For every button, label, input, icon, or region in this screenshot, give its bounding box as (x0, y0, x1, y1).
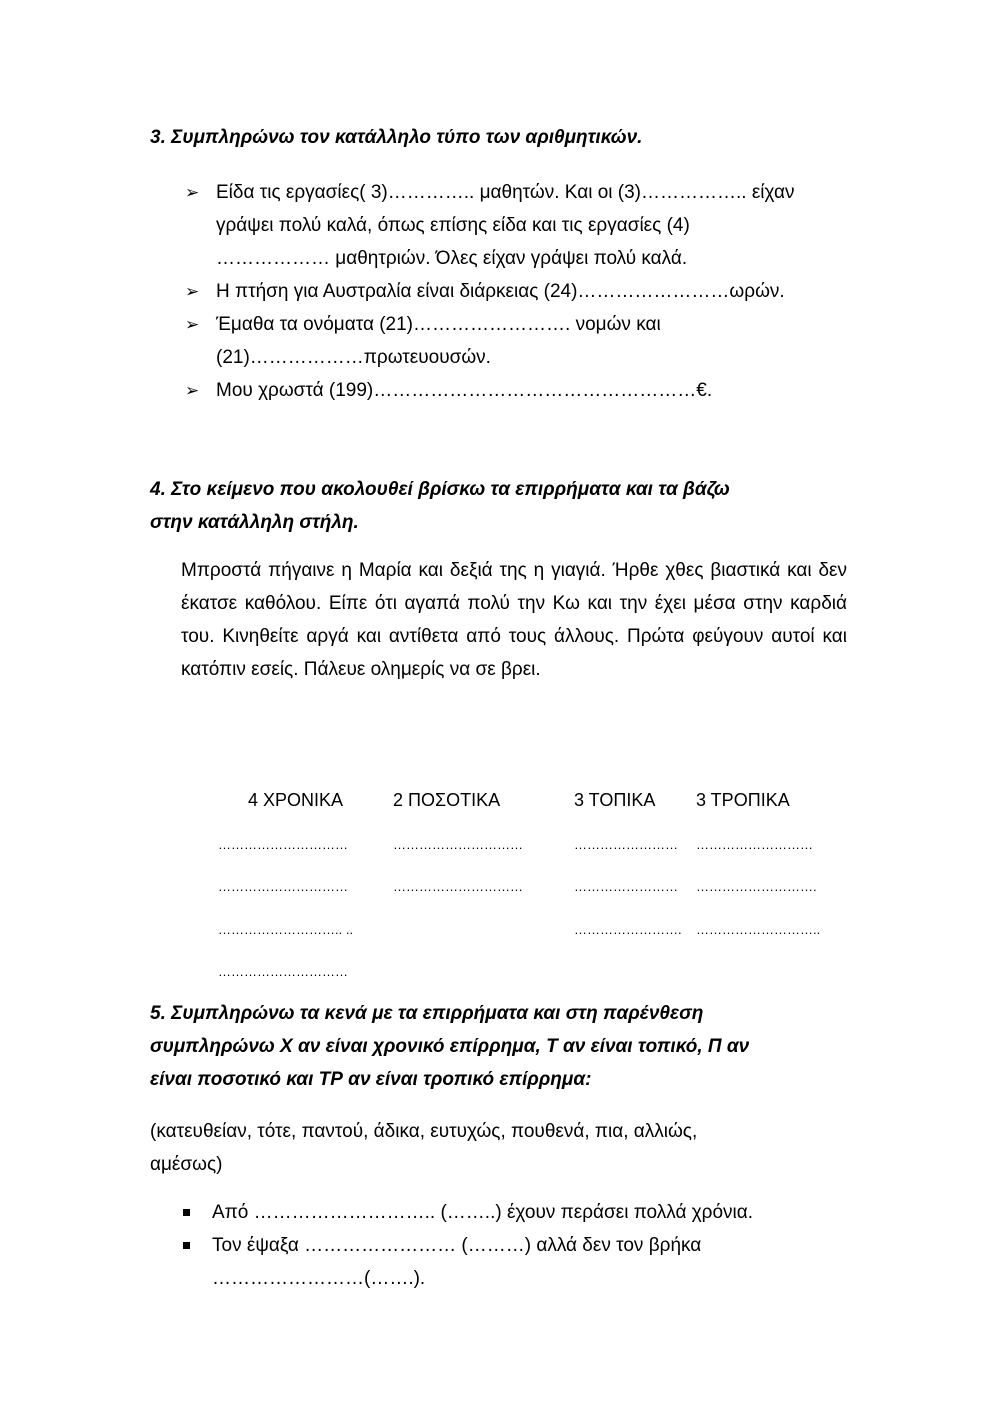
section-3-item-3 (185, 308, 845, 374)
section-3-item-4 (185, 374, 845, 407)
word-bank-line: (κατευθείαν, τότε, παντού, άδικα, ευτυχώς, πουθενά, πια, αλλιώς, (150, 1121, 698, 1142)
item-line: Μου χρωστά (199)……………………………………………€. (216, 380, 713, 401)
word-bank (150, 1115, 850, 1181)
column-header: 4 ΧΡΟΝΙΚΑ (248, 790, 344, 810)
blank-line: ………………………… (393, 837, 523, 852)
blank-line: ………………………. (696, 879, 817, 894)
section-5-list (183, 1196, 843, 1295)
item-line: Από ……………………….. (……..) έχουν περάσει πολλά χρόνια. (212, 1202, 754, 1223)
blank-line: ……………………… (696, 837, 813, 852)
section-4-paragraph: Μπροστά πήγαινε η Μαρία και δεξιά της η γιαγιά. Ήρθε χθες βιαστικά και δεν έκατσε καθόλου. Είπε ότι αγαπά πολύ την Κω και την έχει μέσα στην καρδιά του. Κινηθείτε αργά και αντίθετα από τους άλλους. Πρώτα φεύγουν αυτοί και κατόπιν εσείς. Πάλευε ολημερίς να σε βρει. (181, 560, 847, 680)
section-5-title-line: συμπληρώνω Χ αν είναι χρονικό επίρρημα, Τ αν είναι τοπικό, Π αν (150, 1036, 750, 1057)
section-3-list (185, 176, 845, 407)
item-line: ……………………(…….). (212, 1268, 426, 1289)
arrow-bullet-icon: ➢ (185, 282, 200, 301)
word-bank-line: αμέσως) (150, 1154, 223, 1175)
blank-line: ………………………… (218, 879, 348, 894)
column-chronika (248, 788, 343, 812)
square-bullet-icon (183, 1209, 190, 1216)
blank-line: …………………… (574, 837, 678, 852)
section-5-item-2 (183, 1229, 843, 1295)
arrow-bullet-icon: ➢ (185, 381, 200, 400)
item-line: Έμαθα τα ονόματα (21)……………………. νομών και (216, 314, 661, 335)
section-4-title-line: στην κατάλληλη στήλη. (150, 512, 359, 533)
section-5-title (150, 997, 850, 1096)
column-tropika (696, 788, 790, 812)
section-3-item-1 (185, 176, 845, 275)
column-header: 2 ΠΟΣΟΤΙΚΑ (393, 790, 501, 810)
section-3-title: 3. Συμπληρώνω τον κατάλληλο τύπο των αριθμητικών. (150, 127, 643, 148)
item-line: Η πτήση για Αυστραλία είναι διάρκειας (24)……………………ωρών. (216, 281, 785, 302)
blank-line: ………………………… (218, 837, 348, 852)
section-5-title-line: είναι ποσοτικό και ΤΡ αν είναι τροπικό επίρρημα: (150, 1069, 592, 1090)
blank-line: ……………………. (574, 922, 682, 937)
section-4-title-line: 4. Στο κείμενο που ακολουθεί βρίσκω τα επιρρήματα και τα βάζω (150, 479, 730, 500)
item-line: Είδα τις εργασίες( 3)………….. μαθητών. Και οι (3)…………….. είχαν (216, 182, 795, 203)
item-line: ……………… μαθητριών. Όλες είχαν γράψει πολύ καλά. (216, 248, 688, 269)
blank-line: ………………………… (218, 964, 348, 979)
blank-line: ………………………… (393, 879, 523, 894)
arrow-bullet-icon: ➢ (185, 183, 200, 202)
column-header: 3 ΤΡΟΠΙΚΑ (696, 790, 790, 810)
item-line: Τον έψαξα …………………… (………) αλλά δεν τον βρήκα (212, 1235, 702, 1256)
column-posotika (393, 788, 500, 812)
section-5-title-line: 5. Συμπληρώνω τα κενά με τα επιρρήματα και στη παρένθεση (150, 1003, 704, 1024)
item-line: (21)………………πρωτευουσών. (216, 347, 491, 368)
item-line: γράψει πολύ καλά, όπως επίσης είδα και τις εργασίες (4) (216, 215, 690, 236)
section-3-item-2 (185, 275, 845, 308)
blank-line: ……………………….. .. (218, 922, 354, 937)
section-4-title (150, 473, 850, 539)
column-header: 3 ΤΟΠΙΚΑ (574, 790, 656, 810)
blank-line: ……………………….. (696, 922, 821, 937)
section-5-item-1 (183, 1196, 843, 1229)
square-bullet-icon (183, 1242, 190, 1249)
arrow-bullet-icon: ➢ (185, 315, 200, 334)
blank-line: …………………… (574, 879, 678, 894)
column-topika (574, 788, 655, 812)
